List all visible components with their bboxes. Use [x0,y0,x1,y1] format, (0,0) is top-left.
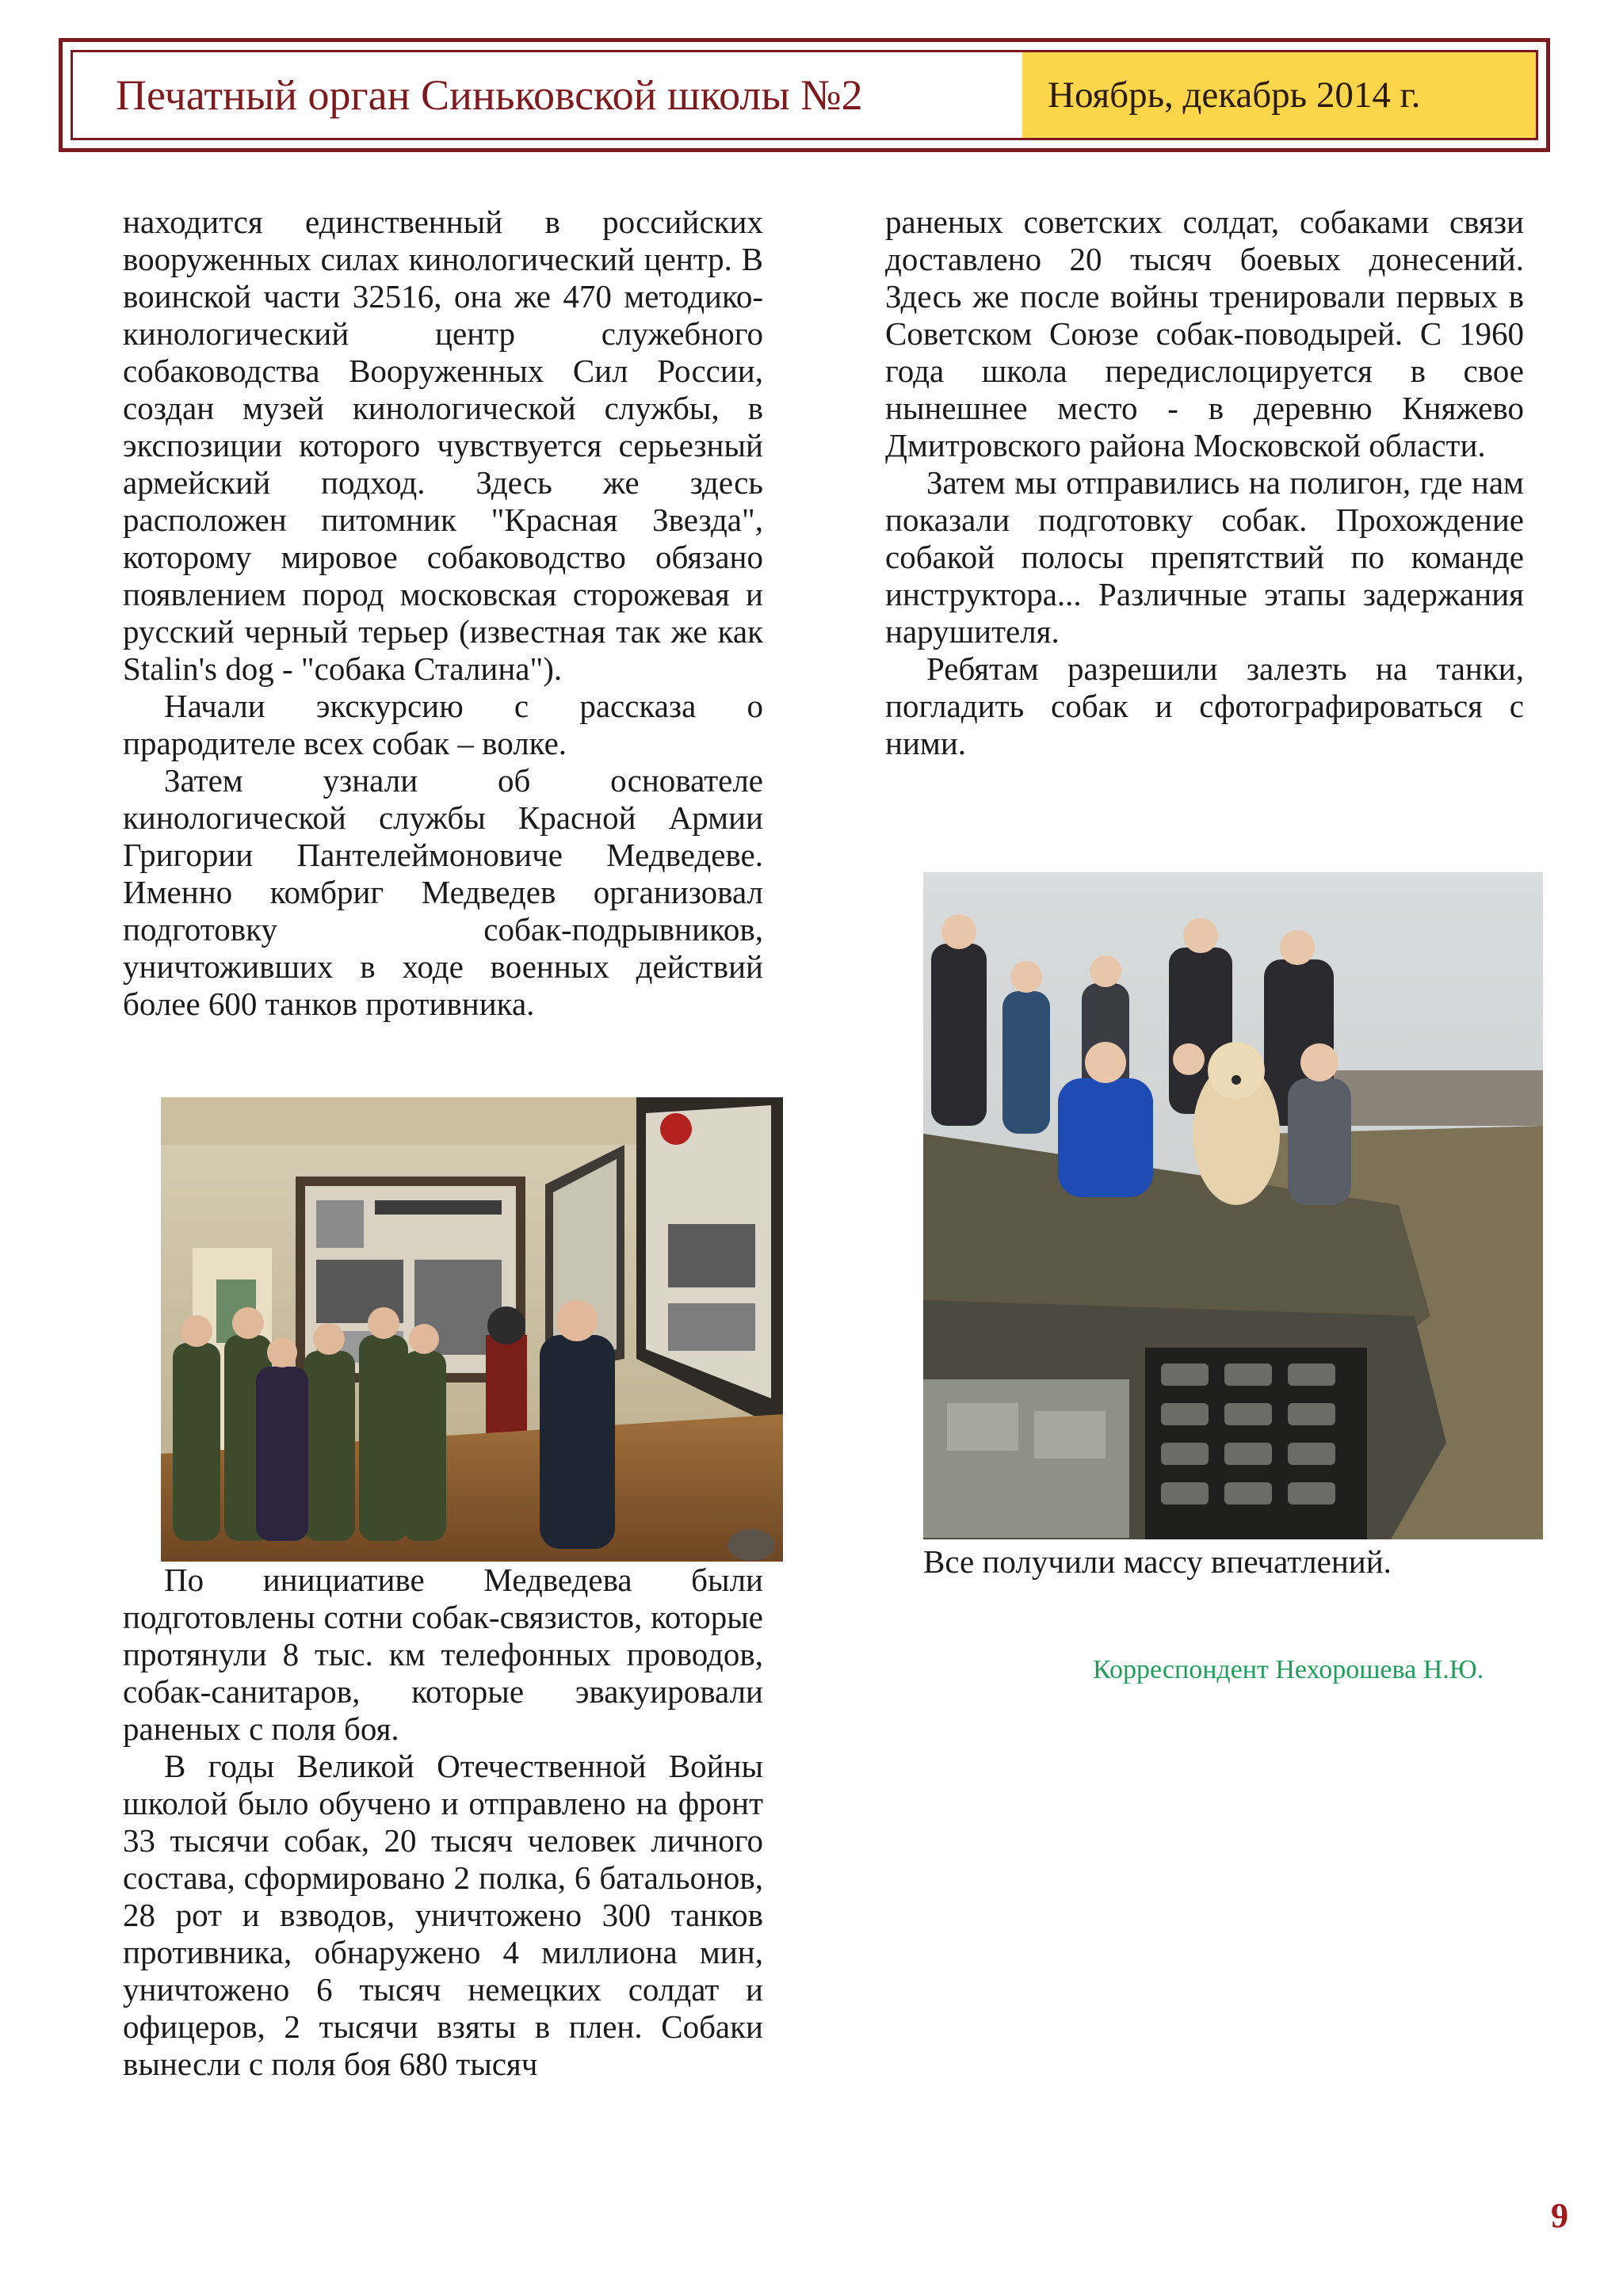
page-number: 9 [1551,2196,1568,2235]
museum-photo [161,1097,783,1562]
paragraph: Затем мы отправились на полигон, где нам показали подготовку собак. Прохождение собакой полосы препятствий по команде инструктора... Различные этапы задержания нарушителя. [885,464,1524,650]
paragraph: находится единственный в российских вооруженных силах кинологический центр. В воинской части 32516, она же 470 методико-кинологический центр служебного собаководства Вооруженных Сил России, создан музей кинологической службы, в экспозиции которого чувствуется серьезный армейский подход. Здесь же здесь расположен питомник "Красная Звезда", которому мировое собаководство обязано появлением пород московская сторожевая и русский черный терьер (известная так же как Stalin's dog - "собака Сталина"). [123,204,763,687]
paragraph: В годы Великой Отечественной Войны школой было обучено и отправлено на фронт 33 тысячи собак, 20 тысяч человек личного состава, сформировано 2 полка, 6 батальонов, 28 рот и взводов, уничтожено 300 танков противника, обнаружено 4 миллиона мин, уничтожено 6 тысяч немецких солдат и офицеров, 2 тысячи взяты в плен. Собаки вынесли с поля боя 680 тысяч [123,1748,763,2082]
paragraph: раненых советских солдат, собаками связи доставлено 20 тысяч боевых донесений. Здесь же после войны тренировали первых в Советском Союзе собак-поводырей. С 1960 года школа передислоцируется в свое нынешнее место - в деревню Княжево Дмитровского района Московской области. [885,204,1524,463]
photo-caption: Все получили массу впечатлений. [923,1543,1392,1580]
paragraph: Начали экскурсию с рассказа о прародителе всех собак – волке. [123,688,763,761]
author-byline: Корреспондент Нехорошева Н.Ю. [1093,1655,1484,1684]
header-banner [59,38,1550,152]
header-banner-inner [71,50,1538,140]
paragraph: Ребятам разрешили залезть на танки, погладить собак и сфотографироваться с ними. [885,650,1524,761]
left-column-top [123,204,763,1023]
left-column-bottom [123,1562,763,2083]
issue-date: Ноябрь, декабрь 2014 г. [1022,52,1536,138]
paragraph: Затем узнали об основателе кинологической службы Красной Армии Григории Пантелеймоновиче Медведеве. Именно комбриг Медведев организовал подготовку собак-подрывников, уничтоживших в ходе военных действий более 600 танков противника. [123,762,763,1022]
right-column [885,204,1524,762]
newspaper-title: Печатный орган Синьковской школы №2 [116,71,863,119]
paragraph: По инициативе Медведева были подготовлены сотни собак-связистов, которые протянули 8 тыс. км телефонных проводов, собак-санитаров, которые эвакуировали раненых с поля боя. [123,1562,763,1747]
tank-photo [923,872,1543,1539]
